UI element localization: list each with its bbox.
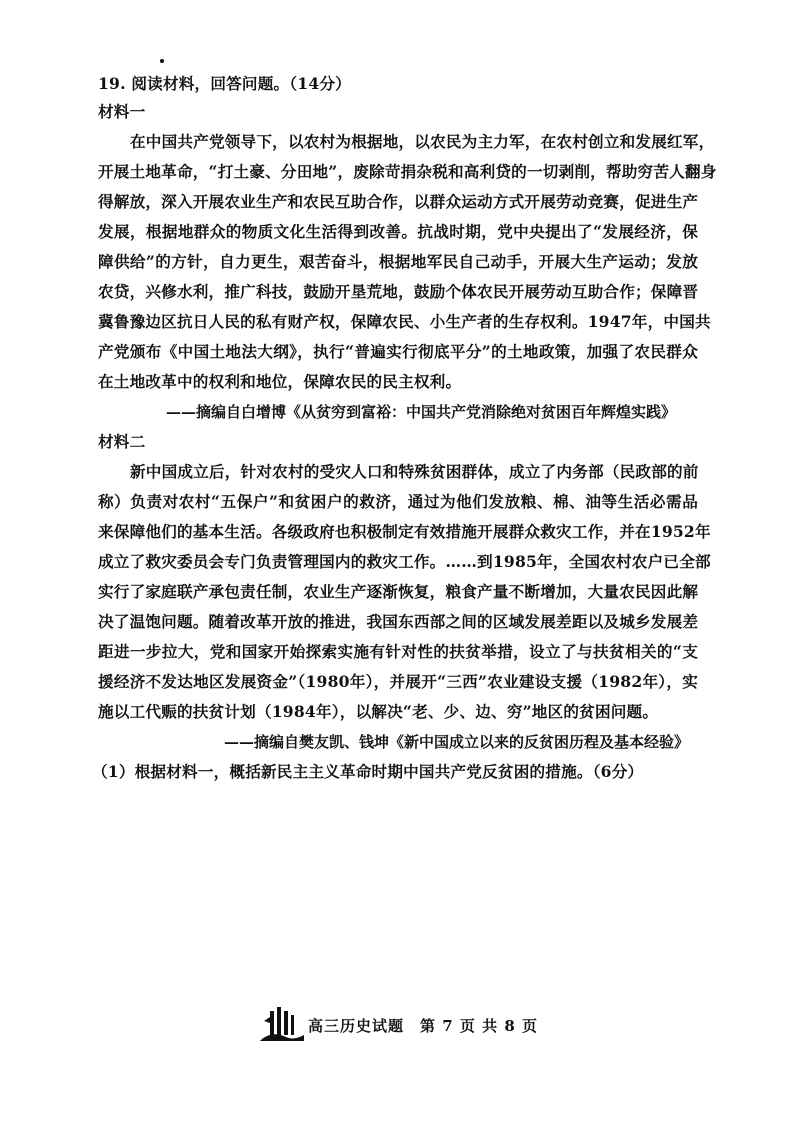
material-2-line: 施以工代赈的扶贫计划（1984年），以解决“老、少、边、穷”地区的贫困问题。: [98, 702, 659, 721]
material-2-line: 决了温饱问题。随着改革开放的推进，我国东西部之间的区域发展差距以及城乡发展差: [98, 612, 699, 631]
page-footer: [258, 1003, 558, 1043]
material-1-line: 在土地改革中的权利和地位，保障农民的民主权利。: [98, 372, 462, 391]
sub-question-1: （1）根据材料一，概括新民主主义革命时期中国共产党反贫困的措施。（6分）: [92, 762, 644, 781]
school-logo-icon: [258, 1003, 306, 1043]
material-1-line: 发展，根据地群众的物质文化生活得到改善。抗战时期，党中央提出了“发展经济，保: [98, 222, 698, 241]
material-2-source: ——摘编自樊友凯、钱坤《新中国成立以来的反贫困历程及基本经验》: [224, 733, 690, 751]
material-2-line: 称）负责对农村“五保户”和贫困户的救济，通过为他们发放粮、棉、油等生活必需品: [98, 492, 698, 511]
material-1-line: 冀鲁豫边区抗日人民的私有财产权，保障农民、小生产者的生存权利。1947年，中国共: [98, 312, 711, 331]
material-1-source: ——摘编自白增博《从贫穷到富裕：中国共产党消除绝对贫困百年辉煌实践》: [166, 403, 677, 421]
material-1-line: 农贷，兴修水利，推广科技，鼓励开垦荒地，鼓励个体农民开展劳动互助合作；保障晋: [98, 282, 699, 301]
material-1-label: 材料一: [98, 102, 146, 121]
material-1-line: 在中国共产党领导下，以农村为根据地，以农民为主力军，在农村创立和发展红军，: [130, 132, 715, 151]
material-2-label: 材料二: [98, 432, 146, 451]
material-1-line: 产党颁布《中国土地法大纲》，执行“普遍实行彻底平分”的土地政策，加强了农民群众: [98, 342, 698, 361]
material-2-line: 距进一步拉大，党和国家开始探索实施有针对性的扶贫举措，设立了与扶贫相关的“支: [98, 642, 698, 661]
scan-speck: [160, 59, 164, 63]
material-2-line: 援经济不发达地区发展资金”（1980年），并展开“三西”农业建设支援（1982年），实: [98, 672, 698, 691]
material-2-line: 实行了家庭联产承包责任制，农业生产逐渐恢复，粮食产量不断增加，大量农民因此解: [98, 582, 699, 601]
material-2-line: 成立了救灾委员会专门负责管理国内的救灾工作。……到1985年，全国农村农户已全部: [98, 552, 711, 571]
material-2-line: 新中国成立后，针对农村的受灾人口和特殊贫困群体，成立了内务部（民政部的前: [130, 462, 699, 481]
material-1-line: 障供给”的方针，自力更生，艰苦奋斗，根据地军民自己动手，开展大生产运动；发放: [98, 252, 698, 271]
material-1-line: 开展土地革命，“打土豪、分田地”，废除苛捐杂税和高利贷的一切剥削，帮助穷苦人翻身: [98, 162, 717, 181]
material-2-line: 来保障他们的基本生活。各级政府也积极制定有效措施开展群众救灾工作，并在1952年: [98, 522, 711, 541]
material-1-line: 得解放，深入开展农业生产和农民互助合作，以群众运动方式开展劳动竞赛，促进生产: [98, 192, 699, 211]
footer-page-info: 高三历史试题 第 7 页 共 8 页: [308, 1017, 538, 1035]
question-header: 19. 阅读材料，回答问题。（14分）: [98, 74, 351, 93]
